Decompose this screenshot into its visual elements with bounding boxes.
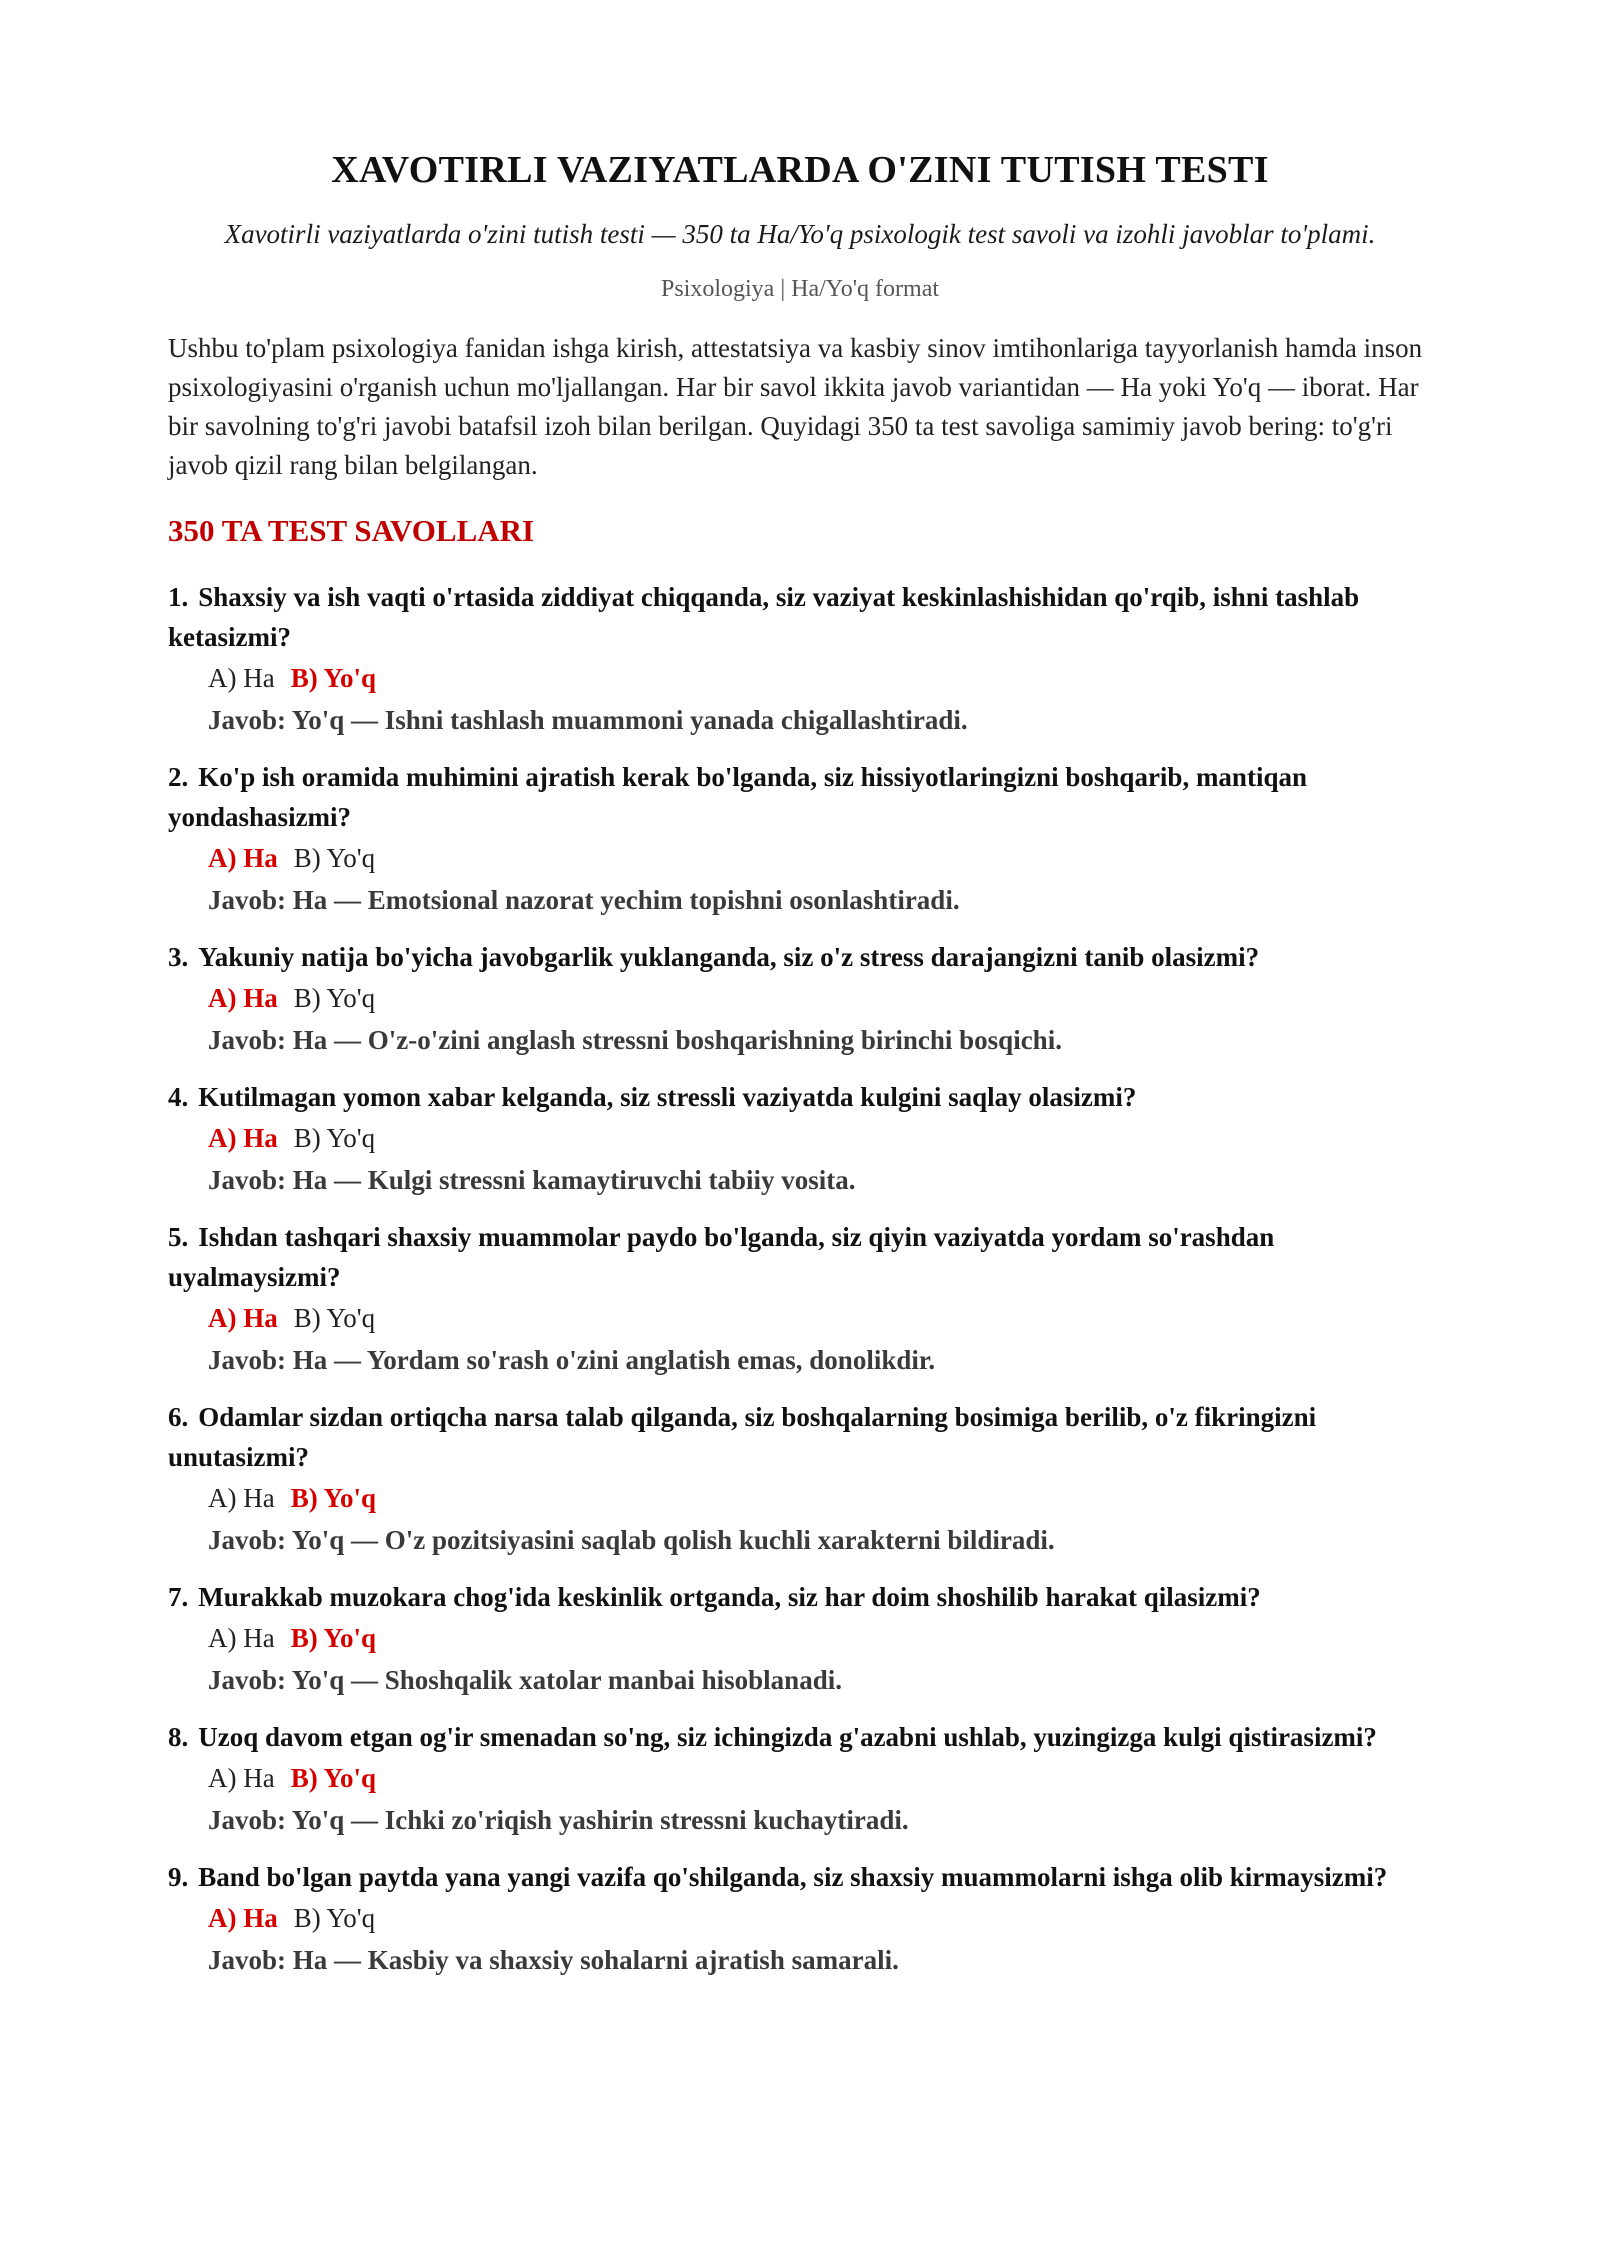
document-subtitle: Xavotirli vaziyatlarda o'zini tutish testi — 350 ta Ha/Yo'q psixologik test savoli va izohli javoblar to'plami. <box>224 218 1376 249</box>
answer-options <box>168 837 1432 879</box>
answer-explanation: Javob: Ha — Yordam so'rash o'zini anglatish emas, donolikdir. <box>208 1345 936 1376</box>
option-b-correct: B) Yo'q <box>290 1763 377 1794</box>
option-b: B) Yo'q <box>293 1903 376 1934</box>
option-a: A) Ha <box>208 1623 275 1654</box>
answer-explanation: Javob: Yo'q — Ichki zo'riqish yashirin stressni kuchaytiradi. <box>208 1805 909 1836</box>
question-body: Uzoq davom etgan og'ir smenadan so'ng, siz ichingizda g'azabni ushlab, yuzingizga kulgi qistirasizmi? <box>198 1722 1377 1753</box>
question-text <box>168 1397 1432 1477</box>
answer-options <box>168 1297 1432 1339</box>
question-text <box>168 1077 1432 1117</box>
document-meta: Psixologiya | Ha/Yo'q format <box>660 276 940 303</box>
question-text <box>168 1217 1432 1297</box>
question-number: 7. <box>168 1582 189 1613</box>
question-number: 4. <box>168 1082 189 1113</box>
question-number: 3. <box>168 942 189 973</box>
option-a: A) Ha <box>208 663 275 694</box>
answer-options <box>168 1477 1432 1519</box>
questions-list <box>168 577 1432 1981</box>
answer-explanation: Javob: Yo'q — Shoshqalik xatolar manbai hisoblanadi. <box>208 1665 842 1696</box>
document-title: XAVOTIRLI VAZIYATLARDA O'ZINI TUTISH TESTI <box>331 149 1269 191</box>
question-item <box>168 757 1432 921</box>
question-item <box>168 1717 1432 1841</box>
answer-explanation: Javob: Ha — O'z-o'zini anglash stressni boshqarishning birinchi bosqichi. <box>208 1025 1062 1056</box>
question-text <box>168 577 1432 657</box>
question-body: Ishdan tashqari shaxsiy muammolar paydo bo'lganda, siz qiyin vaziyatda yordam so'rashdan uyalmaysizmi? <box>168 1222 1275 1293</box>
option-a-correct: A) Ha <box>208 983 278 1014</box>
question-text <box>168 1857 1432 1897</box>
question-number: 9. <box>168 1862 189 1893</box>
question-item <box>168 1077 1432 1201</box>
answer-options <box>168 657 1432 699</box>
question-item <box>168 1397 1432 1561</box>
question-text <box>168 937 1432 977</box>
answer-explanation: Javob: Ha — Kasbiy va shaxsiy sohalarni ajratish samarali. <box>208 1945 899 1976</box>
question-number: 6. <box>168 1402 189 1433</box>
option-a-correct: A) Ha <box>208 843 278 874</box>
answer-options <box>168 977 1432 1019</box>
question-number: 1. <box>168 582 189 613</box>
option-b: B) Yo'q <box>293 843 376 874</box>
section-heading: 350 TA TEST SAVOLLARI <box>168 513 535 549</box>
question-body: Shaxsiy va ish vaqti o'rtasida ziddiyat chiqqanda, siz vaziyat keskinlashishidan qo'rqib, ishni tashlab ketasizmi? <box>168 582 1360 653</box>
option-b-correct: B) Yo'q <box>290 1623 377 1654</box>
option-a-correct: A) Ha <box>208 1123 278 1154</box>
answer-options <box>168 1897 1432 1939</box>
answer-options <box>168 1757 1432 1799</box>
question-item <box>168 1217 1432 1381</box>
question-item <box>168 577 1432 741</box>
answer-options <box>168 1117 1432 1159</box>
answer-explanation: Javob: Ha — Emotsional nazorat yechim topishni osonlashtiradi. <box>208 885 960 916</box>
answer-explanation: Javob: Ha — Kulgi stressni kamaytiruvchi tabiiy vosita. <box>208 1165 856 1196</box>
question-body: Murakkab muzokara chog'ida keskinlik ortganda, siz har doim shoshilib harakat qilasizmi? <box>198 1582 1261 1613</box>
option-a-correct: A) Ha <box>208 1303 278 1334</box>
question-body: Odamlar sizdan ortiqcha narsa talab qilganda, siz boshqalarning bosimiga berilib, o'z fikringizni unutasizmi? <box>168 1402 1317 1473</box>
question-text <box>168 757 1432 837</box>
option-a: A) Ha <box>208 1763 275 1794</box>
option-b: B) Yo'q <box>293 983 376 1014</box>
question-number: 5. <box>168 1222 189 1253</box>
option-a: A) Ha <box>208 1483 275 1514</box>
question-text <box>168 1577 1432 1617</box>
intro-paragraph: Ushbu to'plam psixologiya fanidan ishga kirish, attestatsiya va kasbiy sinov imtihonlariga tayyorlanish hamda inson psixologiyasini o'rganish uchun mo'ljallangan. Har bir savol ikkita javob variantidan — Ha yoki Yo'q — iborat. Har bir savolning to'g'ri javobi batafsil izoh bilan berilgan. Quyidagi 350 ta test savoliga samimiy javob bering: to'g'ri javob qizil rang bilan belgilangan. <box>168 333 1423 481</box>
question-item <box>168 937 1432 1061</box>
answer-explanation: Javob: Yo'q — Ishni tashlash muammoni yanada chigallashtiradi. <box>208 705 968 736</box>
question-body: Band bo'lgan paytda yana yangi vazifa qo'shilganda, siz shaxsiy muammolarni ishga olib kirmaysizmi? <box>198 1862 1388 1893</box>
question-item <box>168 1857 1432 1981</box>
option-b-correct: B) Yo'q <box>290 663 377 694</box>
option-b: B) Yo'q <box>293 1123 376 1154</box>
option-b-correct: B) Yo'q <box>290 1483 377 1514</box>
option-b: B) Yo'q <box>293 1303 376 1334</box>
question-number: 8. <box>168 1722 189 1753</box>
answer-explanation: Javob: Yo'q — O'z pozitsiyasini saqlab qolish kuchli xarakterni bildiradi. <box>208 1525 1055 1556</box>
option-a-correct: A) Ha <box>208 1903 278 1934</box>
question-body: Ko'p ish oramida muhimini ajratish kerak bo'lganda, siz hissiyotlaringizni boshqarib, mantiqan yondashasizmi? <box>168 762 1307 833</box>
question-body: Yakuniy natija bo'yicha javobgarlik yuklanganda, siz o'z stress darajangizni tanib olasizmi? <box>198 942 1260 973</box>
answer-options <box>168 1617 1432 1659</box>
question-item <box>168 1577 1432 1701</box>
question-number: 2. <box>168 762 189 793</box>
question-body: Kutilmagan yomon xabar kelganda, siz stressli vaziyatda kulgini saqlay olasizmi? <box>198 1082 1137 1113</box>
question-text <box>168 1717 1432 1757</box>
